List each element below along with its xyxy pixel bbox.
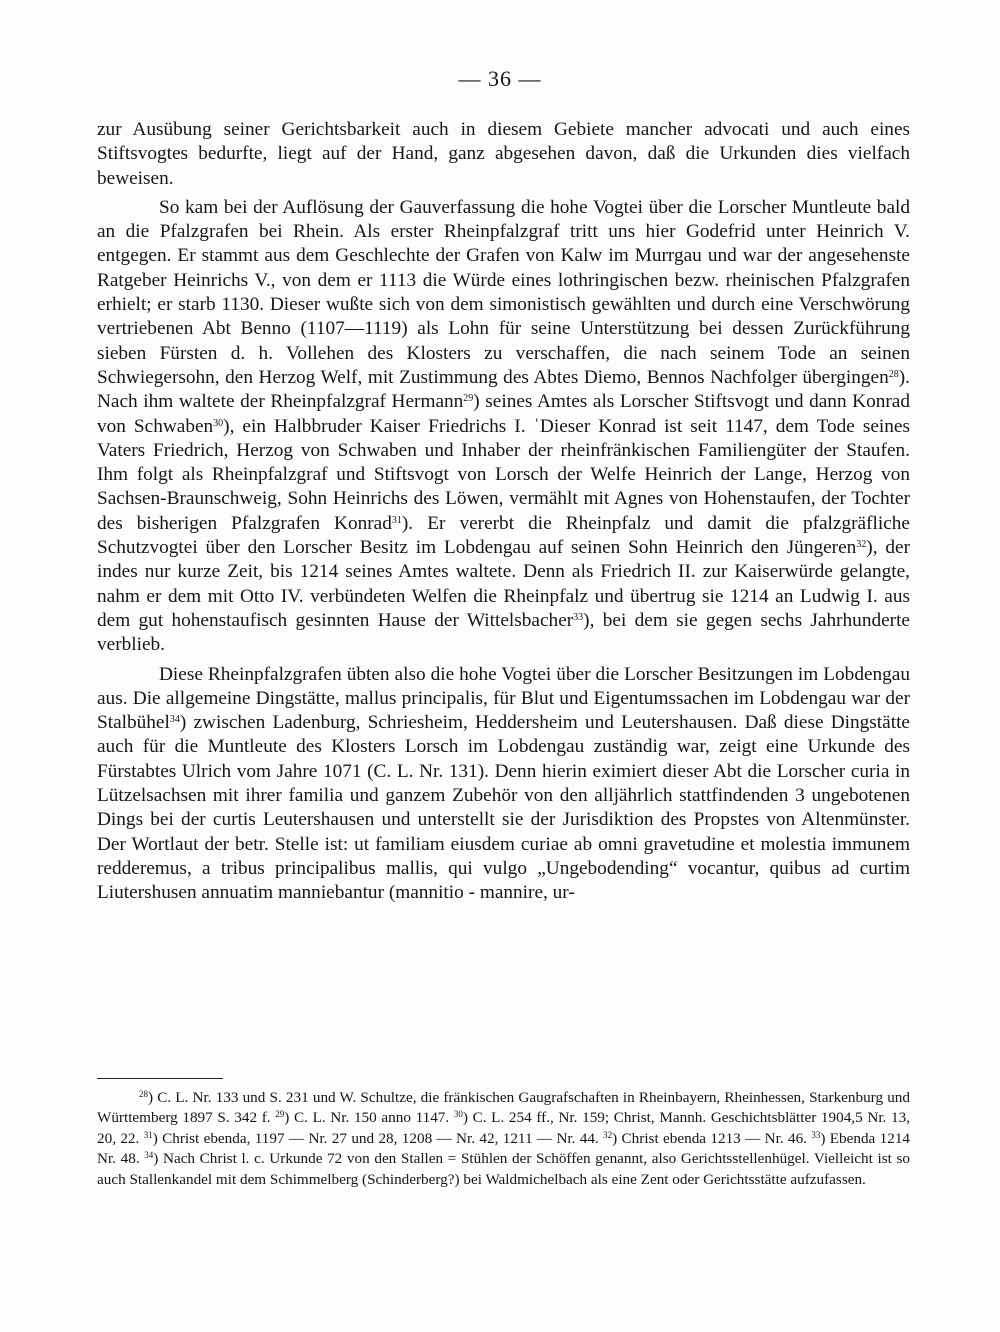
footnote-number-34: 34: [144, 1150, 154, 1161]
paragraph-3-text-b: ) zwischen Ladenburg, Schriesheim, Heddersheim und Leutershausen. Daß diese Dingstätte auch für die Muntleute des Klosters Lorsch im Lobdengau zuständig war, zeigt eine Urkunde des Fürstabtes Ulrich vom Jahre 1071 (C. L. Nr. 131). Denn hierin eximiert dieser Abt die Lorscher curia in Lützelsachsen mit ihrer familia und ganzem Zubehör von den alljährlich stattfindenden 3 ungebotenen Dings bei der curtis Leutershausen und unterstellt sie der Jurisdiktion des Propstes von Altenmünster. Der Wortlaut der betr. Stelle ist: ut familiam eiusdem curiae ab omni gravetudine et molestia immunem redderemus, a tribus principalibus mallis, qui vulgo „Ungebodending“ vocantur, quibus ad curtim Liutershusen annuatim manniebantur (mannitio - mannire, ur-: [97, 712, 910, 904]
footnote-number-31: 31: [143, 1129, 153, 1140]
paragraph-2-text-b: ). Nach ihm waltete der Rheinpfalzgraf Hermann: [97, 366, 910, 413]
footnote-ref-34: 34: [169, 714, 180, 726]
footnote-text-34: ) Nach Christ l. c. Urkunde 72 von den Stallen = Stühlen der Schöffen genannt, also Gerichtsstellenhügel. Vielleicht ist so auch Stallenkandel mit dem Schimmelberg (Schinderberg?) bei Waldmichelbach als eine Zent oder Gerichtsstätte aufzufassen.: [97, 1150, 911, 1188]
footnote-ref-29: 29: [463, 393, 474, 405]
footnote-text-28: ) C. L. Nr. 133 und S. 231 und W. Schultze, die fränkischen Gaugrafschaften in Rheinbayern, Rheinhessen, Starkenburg und Württemberg 1897 S. 342 f.: [97, 1089, 910, 1127]
paragraph-2-text-f: ), der indes nur kurze Zeit, bis 1214 seines Amtes waltete. Denn als Friedrich II. zur Kaiserwürde gelangte, nahm er dem mit Otto IV. verbündeten Welfen die Rheinpfalz und übertrug sie 1214 an Ludwig I. aus dem gut hohenstaufisch gesinnten Hause der Wittelsbacher: [97, 537, 910, 631]
paragraph-3: [97, 663, 910, 906]
footnote-ref-30: 30: [213, 417, 224, 429]
footnote-number-30: 30: [453, 1109, 463, 1120]
footnotes: [97, 1088, 910, 1190]
footnote-number-29: 29: [275, 1109, 285, 1120]
footnote-text-33: ) Ebenda 1214 Nr. 48.: [97, 1129, 911, 1168]
paragraph-2-text-a: So kam bei der Auflösung der Gauverfassung die hohe Vogtei über die Lorscher Muntleute bald an die Pfalzgrafen bei Rhein. Als erster Rheinpfalzgraf tritt uns hier Godefrid unter Heinrich V. entgegen. Er stammt aus dem Geschlechte der Grafen von Kalw im Murrgau und war der angesehenste Ratgeber Heinrichs V., von dem er 1113 die Würde eines lothringischen bezw. rheinischen Pfalzgrafen erhielt; er starb 1130. Dieser wußte sich von dem simonistisch gewählten und durch eine Verschwörung vertriebenen Abt Benno (1107—1119) als Lohn für seine Unterstützung bei dessen Zurückführung sieben Fürsten d. h. Vollehen des Klosters zu verschaffen, die nach seinem Tode an seinen Schwiegersohn, den Herzog Welf, mit Zustimmung des Abtes Diemo, Bennos Nachfolger übergingen: [97, 196, 910, 388]
paragraph-2-text-d: ), ein Halbbruder Kaiser Friedrichs I. ˈDieser Konrad ist seit 1147, dem Tode seines Vaters Friedrich, Herzog von Schwaben und Inhaber der rheinfränkischen Familiengüter der Staufen. Ihm folgt als Rheinpfalzgraf und Stiftsvogt von Lorsch der Welfe Heinrich der Lange, Herzog von Sachsen-Braunschweig, Sohn Heinrichs des Löwen, vermählt mit Agnes von Hohenstaufen, der Tochter des bisherigen Pfalzgrafen Konrad: [97, 415, 910, 534]
footnote-text-31: ) Christ ebenda, 1197 — Nr. 27 und 28, 1208 — Nr. 42, 1211 — Nr. 44.: [152, 1129, 599, 1147]
paragraph-1-text: zur Ausübung seiner Gerichtsbarkeit auch in diesem Gebiete mancher advocati und auch eines Stiftsvogtes bedurfte, liegt auf der Hand, ganz abgesehen davon, daß die Urkunden dies vielfach beweisen.: [97, 119, 910, 189]
paragraph-2: [97, 196, 910, 658]
paragraph-2-text-g: ), bei dem sie gegen sechs Jahrhunderte verblieb.: [97, 609, 910, 656]
footnote-number-33: 33: [811, 1129, 821, 1140]
paragraph-3-text-a: Diese Rheinpfalzgrafen übten also die hohe Vogtei über die Lorscher Besitzungen im Lobdengau aus. Die allgemeine Dingstätte, mallus principalis, für Blut und Eigentumssachen im Lobdengau war der Stalbühel: [97, 663, 910, 734]
footnote-number-32: 32: [603, 1129, 613, 1140]
page-number: — 36 —: [458, 66, 542, 91]
body-text: [97, 118, 910, 911]
footnote-text-29: ) C. L. Nr. 150 anno 1147.: [284, 1109, 450, 1127]
footnote-separator: [97, 1078, 223, 1079]
footnote-text-30: ) C. L. 254 ff., Nr. 159; Christ, Mannh. Geschichtsblätter 1904,5 Nr. 13, 20, 22.: [97, 1109, 910, 1147]
footnote-ref-33: 33: [573, 611, 584, 623]
footnote-text-32: ) Christ ebenda 1213 — Nr. 46.: [612, 1129, 807, 1147]
paragraph-2-text-e: ). Er vererbt die Rheinpfalz und damit die pfalzgräfliche Schutzvogtei über den Lorscher Besitz im Lobdengau auf seinen Sohn Heinrich den Jüngeren: [97, 512, 910, 559]
footnote-ref-31: 31: [391, 514, 402, 526]
paragraph-2-text-c: ) seines Amtes als Lorscher Stiftsvogt und dann Konrad von Schwaben: [97, 391, 911, 437]
footnote-ref-28: 28: [888, 368, 899, 380]
footnote-number-28: 28: [139, 1089, 148, 1099]
paragraph-1: [97, 118, 910, 191]
footnote-ref-32: 32: [856, 539, 867, 551]
